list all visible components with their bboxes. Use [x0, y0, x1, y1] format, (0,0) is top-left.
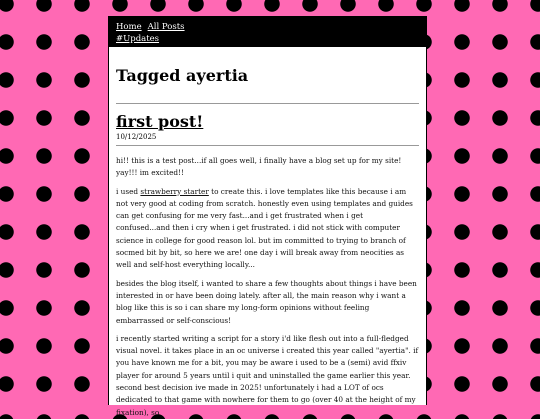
divider	[116, 103, 419, 104]
post-paragraph: hi!! this is a test post...if all goes well, i finally have a blog set up for my site! yay!!! im excited!!	[116, 156, 402, 178]
nav-bar	[109, 16, 426, 47]
post-title-link[interactable]: first post!	[116, 112, 204, 131]
post-body	[116, 155, 419, 419]
post-paragraph	[116, 186, 419, 272]
nav-link-all-posts[interactable]: All Posts	[147, 22, 185, 32]
post-text: to create this. i love templates like this because i am not very good at coding from scratch. honestly even using templates and guides can get confusing for me very fast...and i get frustrated when i get confused...and then i cry when i get frustrated. i did not stick with computer science in college for good reason lol. but im committed to trying to branch of socmed bit by bit, so here we are! one day i will break away from neocities as well and self-host everything locally...	[116, 186, 413, 270]
strawberry-starter-link[interactable]: strawberry starter	[140, 186, 209, 196]
post-date: 10/12/2025	[116, 133, 157, 141]
page-title: Tagged ayertia	[116, 66, 249, 85]
post-paragraph: i recently started writing a script for a story i'd like flesh out into a full-fledged visual novel. it takes place in an oc universe i created this year called "ayertia". if you have known me for a bit, you may be aware i used to be a (semi) avid ffxiv player for around 5 years until i quit and uninstalled the game earlier this year. second best decision ive made in 2025! unfortunately i had a LOT of ocs dedicated to that game with nowhere for them to go (over 40 at the height of my fixation), so	[116, 333, 419, 417]
nav-link-home[interactable]: Home	[116, 22, 142, 32]
post-paragraph: besides the blog itself, i wanted to share a few thoughts about things i have been interested in or have been doing lately. after all, the main reason why i want a blog like this is so i can share my long-form opinions without feeling embarrassed or self-conscious!	[116, 278, 417, 325]
main-content	[109, 66, 426, 419]
nav-link-updates[interactable]: #Updates	[116, 34, 160, 44]
post-text: i used	[116, 186, 141, 196]
blog-page	[108, 16, 427, 417]
divider	[116, 145, 419, 146]
